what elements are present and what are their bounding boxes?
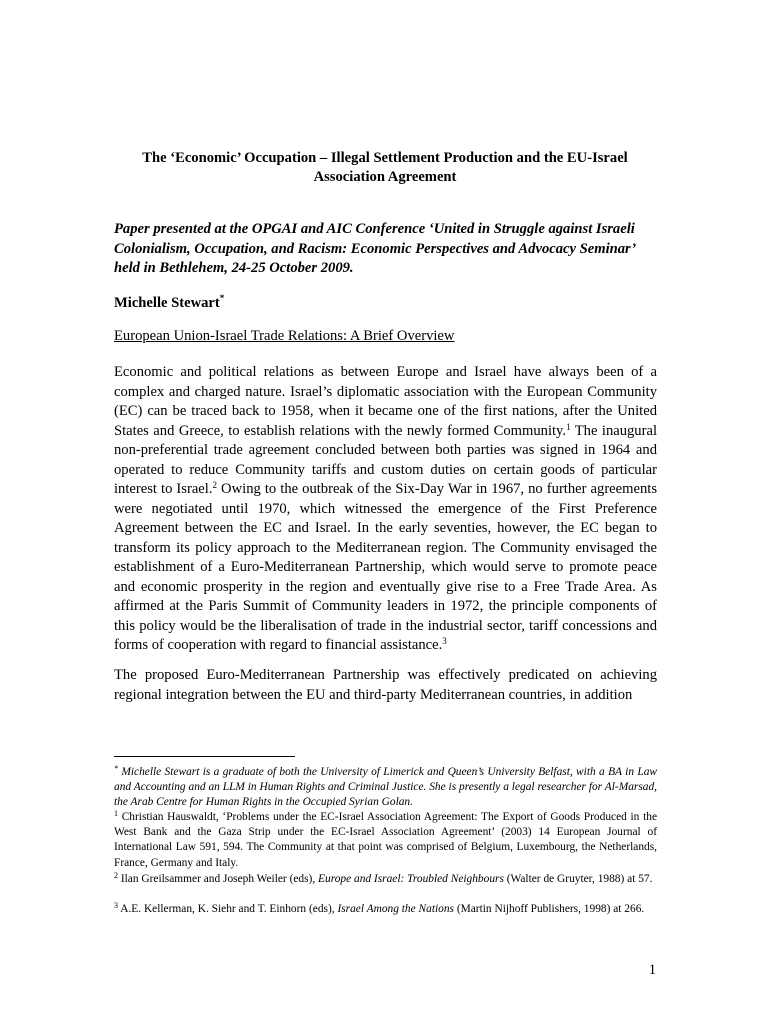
footnote-3-text-a: A.E. Kellerman, K. Siehr and T. Einhorn (eds), <box>118 903 338 915</box>
author-name <box>114 289 224 313</box>
conference-note: Paper presented at the OPGAI and AIC Conference ‘United in Struggle against Israeli Colonialism, Occupation, and Racism: Economic Perspectives and Advocacy Seminar’ held in Bethlehem, 24-25 October 2009. <box>114 221 636 276</box>
title-line-2: Association Agreement <box>313 169 457 185</box>
footnote-ref-3: 3 <box>442 636 447 646</box>
paragraph-1-part-1: Economic and political relations as between Europe and Israel have always been of a complex and charged nature. Israel’s diplomatic association with the European Community (EC) can be traced back to 1958, when it became one of the first nations, after the United States and Greece, to establish relations with the newly formed Community. <box>114 364 657 439</box>
page-number: 1 <box>648 962 656 978</box>
document-title <box>114 149 656 187</box>
footnote-3-text-b: (Martin Nijhoff Publishers, 1998) at 266. <box>453 903 645 915</box>
footnote-ref-2: 2 <box>212 480 217 490</box>
paragraph-1-part-2: The inaugural non-preferential trade agreement concluded between both parties was signed in 1964 and operated to reduce Community tariffs and custom duties on certain goods of particular interest to Israel. <box>114 422 657 497</box>
footnote-2-mark: 2 <box>114 871 118 880</box>
footnote-separator <box>114 756 295 757</box>
footnote-1 <box>114 810 657 871</box>
footnote-2-text-a: Ilan Greilsammer and Joseph Weiler (eds), <box>118 873 319 885</box>
footnote-3 <box>114 902 657 917</box>
title-line-1: The ‘Economic’ Occupation – Illegal Settlement Production and the EU-Israel <box>142 150 628 166</box>
section-heading: European Union-Israel Trade Relations: A Brief Overview <box>114 328 455 344</box>
body-paragraph-2: The proposed Euro-Mediterranean Partnership was effectively predicated on achieving regional integration between the EU and third-party Mediterranean countries, in addition <box>114 667 657 703</box>
footnote-2-book-title: Europe and Israel: Troubled Neighbours <box>318 873 504 885</box>
footnote-1-mark: 1 <box>114 809 118 818</box>
footnote-ref-1: 1 <box>566 421 571 432</box>
body-paragraph-1 <box>114 363 657 656</box>
footnote-2 <box>114 872 657 887</box>
footnote-author-mark: * <box>114 764 118 773</box>
footnote-author-text: Michelle Stewart is a graduate of both the University of Limerick and Queen’s University Belfast, with a BA in Law and Accounting and an LLM in Human Rights and Criminal Justice. She is presently a legal researcher for Al-Marsad, the Arab Centre for Human Rights in the Occupied Syrian Golan. <box>114 766 657 809</box>
footnote-1-text: Christian Hauswaldt, ‘Problems under the EC-Israel Association Agreement: The Export of Goods Produced in the West Bank and the Gaza Strip under the EC-Israel Association Agreement’ (2003) 14 European Journal of International Law 591, 594. The Community at that point was comprised of Belgium, Luxembourg, the Netherlands, France, Germany and Italy. <box>114 811 657 869</box>
footnote-author <box>114 765 657 811</box>
author-name-text: Michelle Stewart <box>114 295 220 311</box>
footnote-3-mark: 3 <box>114 901 118 910</box>
footnote-3-book-title: Israel Among the Nations <box>337 903 454 915</box>
footnote-2-text-b: (Walter de Gruyter, 1988) at 57. <box>503 873 653 885</box>
paragraph-1-part-3: Owing to the outbreak of the Six-Day War in 1967, no further agreements were negotiated until 1970, which witnessed the emergence of the First Preference Agreement between the EC and Israel. In the early seventies, however, the EC began to transform its policy approach to the Mediterranean region. The Community envisaged the establishment of a Euro-Mediterranean Partnership, which would serve to promote peace and economic prosperity in the region and eventually give rise to a Free Trade Area. As affirmed at the Paris Summit of Community leaders in 1972, the principle components of this policy would be the liberalisation of trade in the industrial sector, tariff concessions and forms of cooperation with regard to financial assistance. <box>114 481 657 653</box>
author-footnote-mark: * <box>219 293 225 303</box>
